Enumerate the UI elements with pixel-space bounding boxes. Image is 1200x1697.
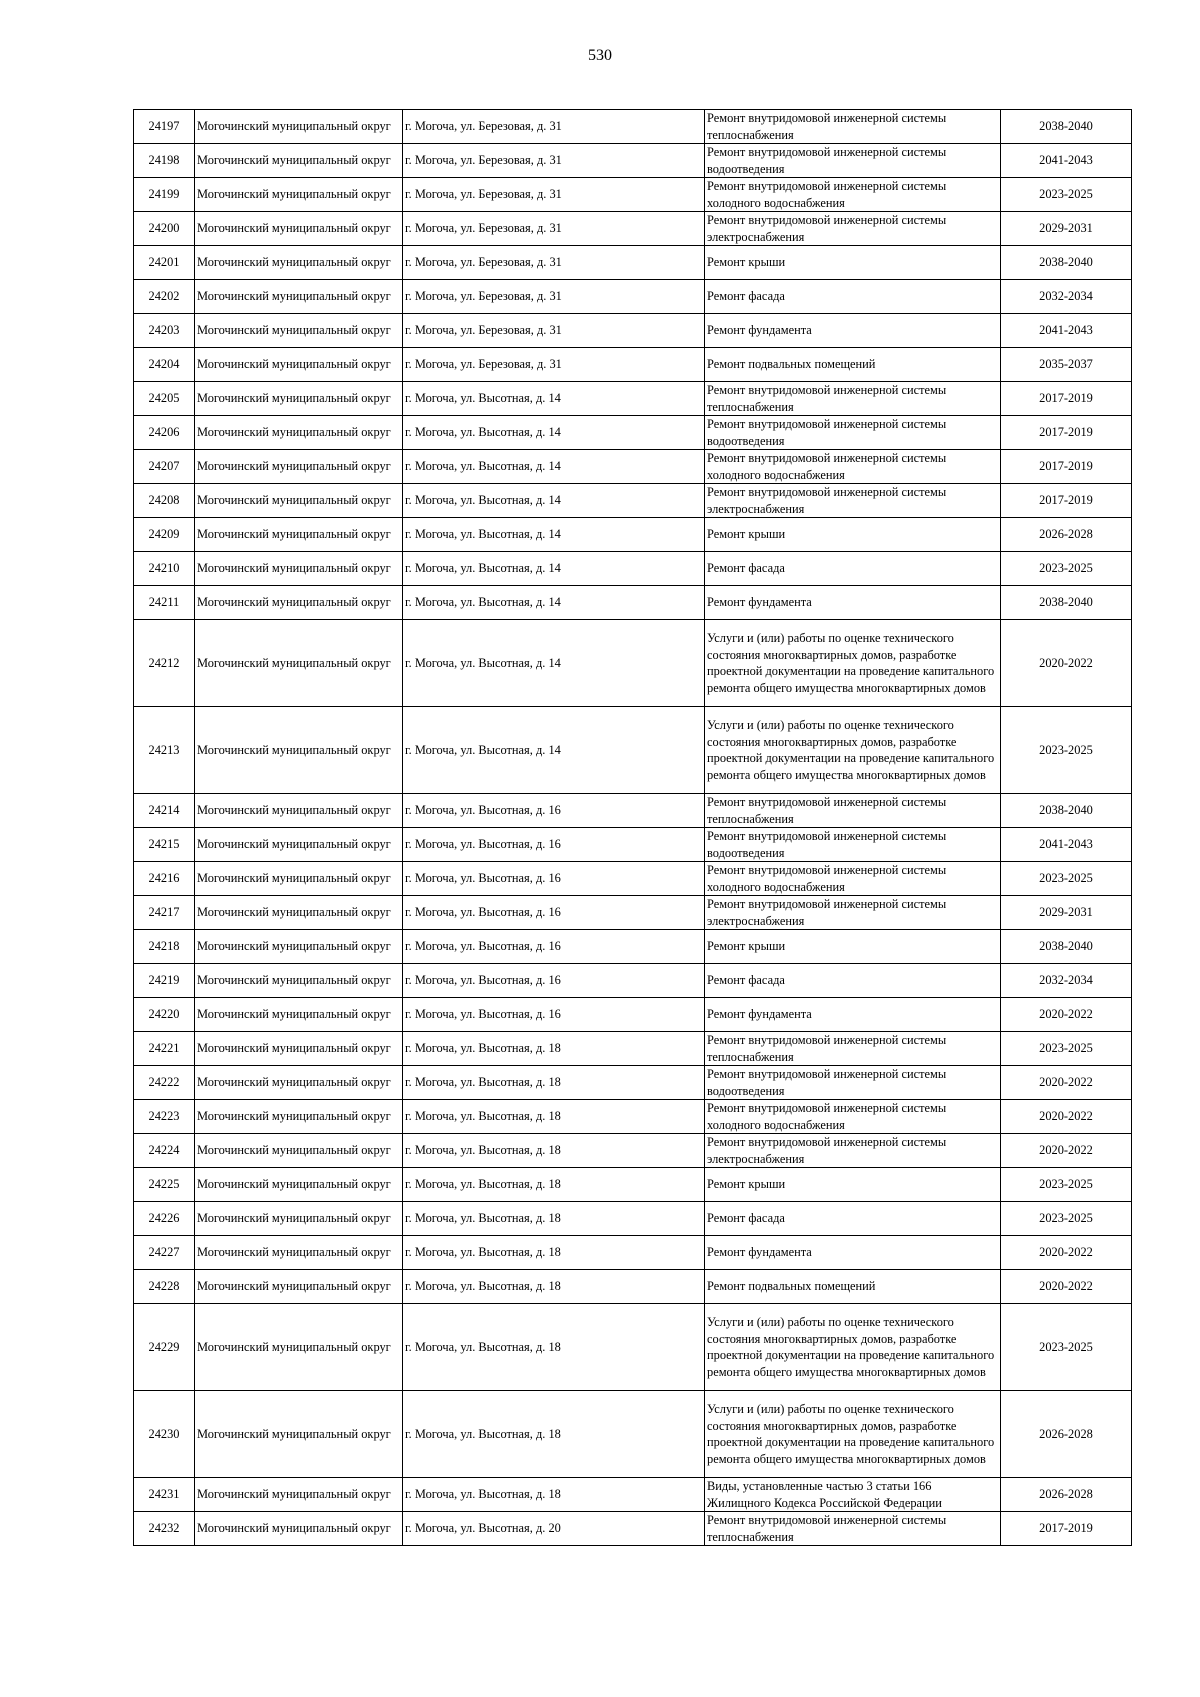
row-number-cell: 24207 xyxy=(134,450,195,484)
table-row xyxy=(134,1236,1132,1270)
address-cell: г. Могоча, ул. Высотная, д. 16 xyxy=(403,828,705,862)
row-number-cell: 24215 xyxy=(134,828,195,862)
work-type-cell: Услуги и (или) работы по оценке технического состояния многоквартирных домов, разработке проектной документации на проведение капитального ремонта общего имущества многоквартирных домов xyxy=(705,1304,1001,1391)
table-row xyxy=(134,212,1132,246)
work-type-cell: Ремонт фасада xyxy=(705,1202,1001,1236)
address-cell: г. Могоча, ул. Высотная, д. 16 xyxy=(403,862,705,896)
address-cell: г. Могоча, ул. Высотная, д. 18 xyxy=(403,1236,705,1270)
address-cell: г. Могоча, ул. Высотная, д. 14 xyxy=(403,416,705,450)
address-cell: г. Могоча, ул. Высотная, д. 18 xyxy=(403,1032,705,1066)
address-cell: г. Могоча, ул. Березовая, д. 31 xyxy=(403,246,705,280)
table-row xyxy=(134,314,1132,348)
work-type-cell: Ремонт внутридомовой инженерной системы теплоснабжения xyxy=(705,382,1001,416)
municipality-cell: Могочинский муниципальный округ xyxy=(195,1236,403,1270)
period-cell: 2017-2019 xyxy=(1001,416,1132,450)
work-type-cell: Ремонт фасада xyxy=(705,552,1001,586)
address-cell: г. Могоча, ул. Высотная, д. 16 xyxy=(403,964,705,998)
municipality-cell: Могочинский муниципальный округ xyxy=(195,110,403,144)
row-number-cell: 24202 xyxy=(134,280,195,314)
work-type-cell: Ремонт фасада xyxy=(705,964,1001,998)
municipality-cell: Могочинский муниципальный округ xyxy=(195,998,403,1032)
address-cell: г. Могоча, ул. Березовая, д. 31 xyxy=(403,110,705,144)
address-cell: г. Могоча, ул. Высотная, д. 18 xyxy=(403,1134,705,1168)
period-cell: 2023-2025 xyxy=(1001,707,1132,794)
period-cell: 2032-2034 xyxy=(1001,964,1132,998)
table-row xyxy=(134,1100,1132,1134)
row-number-cell: 24214 xyxy=(134,794,195,828)
period-cell: 2023-2025 xyxy=(1001,1168,1132,1202)
work-type-cell: Ремонт внутридомовой инженерной системы теплоснабжения xyxy=(705,794,1001,828)
work-type-cell: Ремонт внутридомовой инженерной системы электроснабжения xyxy=(705,212,1001,246)
address-cell: г. Могоча, ул. Березовая, д. 31 xyxy=(403,348,705,382)
municipality-cell: Могочинский муниципальный округ xyxy=(195,1202,403,1236)
period-cell: 2026-2028 xyxy=(1001,1478,1132,1512)
period-cell: 2029-2031 xyxy=(1001,212,1132,246)
address-cell: г. Могоча, ул. Высотная, д. 16 xyxy=(403,930,705,964)
table-row xyxy=(134,518,1132,552)
address-cell: г. Могоча, ул. Высотная, д. 18 xyxy=(403,1304,705,1391)
municipality-cell: Могочинский муниципальный округ xyxy=(195,348,403,382)
work-type-cell: Ремонт внутридомовой инженерной системы электроснабжения xyxy=(705,484,1001,518)
period-cell: 2023-2025 xyxy=(1001,1202,1132,1236)
address-cell: г. Могоча, ул. Березовая, д. 31 xyxy=(403,280,705,314)
period-cell: 2023-2025 xyxy=(1001,862,1132,896)
period-cell: 2017-2019 xyxy=(1001,450,1132,484)
page-number: 530 xyxy=(588,47,612,64)
table-row xyxy=(134,862,1132,896)
address-cell: г. Могоча, ул. Березовая, д. 31 xyxy=(403,314,705,348)
table-row xyxy=(134,246,1132,280)
work-type-cell: Ремонт внутридомовой инженерной системы водоотведения xyxy=(705,144,1001,178)
period-cell: 2038-2040 xyxy=(1001,246,1132,280)
table-row xyxy=(134,144,1132,178)
table-row xyxy=(134,1032,1132,1066)
table-row xyxy=(134,450,1132,484)
row-number-cell: 24208 xyxy=(134,484,195,518)
municipality-cell: Могочинский муниципальный округ xyxy=(195,314,403,348)
address-cell: г. Могоча, ул. Высотная, д. 18 xyxy=(403,1202,705,1236)
municipality-cell: Могочинский муниципальный округ xyxy=(195,1512,403,1546)
period-cell: 2038-2040 xyxy=(1001,110,1132,144)
row-number-cell: 24232 xyxy=(134,1512,195,1546)
work-type-cell: Услуги и (или) работы по оценке технического состояния многоквартирных домов, разработке проектной документации на проведение капитального ремонта общего имущества многоквартирных домов xyxy=(705,1391,1001,1478)
period-cell: 2020-2022 xyxy=(1001,620,1132,707)
work-type-cell: Ремонт крыши xyxy=(705,930,1001,964)
period-cell: 2020-2022 xyxy=(1001,998,1132,1032)
table-row xyxy=(134,794,1132,828)
table-row xyxy=(134,1202,1132,1236)
row-number-cell: 24204 xyxy=(134,348,195,382)
municipality-cell: Могочинский муниципальный округ xyxy=(195,1100,403,1134)
municipality-cell: Могочинский муниципальный округ xyxy=(195,828,403,862)
period-cell: 2023-2025 xyxy=(1001,178,1132,212)
work-type-cell: Ремонт внутридомовой инженерной системы холодного водоснабжения xyxy=(705,450,1001,484)
row-number-cell: 24230 xyxy=(134,1391,195,1478)
period-cell: 2026-2028 xyxy=(1001,518,1132,552)
table-row xyxy=(134,382,1132,416)
address-cell: г. Могоча, ул. Березовая, д. 31 xyxy=(403,144,705,178)
work-type-cell: Ремонт крыши xyxy=(705,518,1001,552)
municipality-cell: Могочинский муниципальный округ xyxy=(195,280,403,314)
work-type-cell: Ремонт фундамента xyxy=(705,586,1001,620)
row-number-cell: 24219 xyxy=(134,964,195,998)
municipality-cell: Могочинский муниципальный округ xyxy=(195,707,403,794)
address-cell: г. Могоча, ул. Высотная, д. 18 xyxy=(403,1066,705,1100)
period-cell: 2032-2034 xyxy=(1001,280,1132,314)
row-number-cell: 24227 xyxy=(134,1236,195,1270)
address-cell: г. Могоча, ул. Высотная, д. 14 xyxy=(403,518,705,552)
municipality-cell: Могочинский муниципальный округ xyxy=(195,1168,403,1202)
table-row xyxy=(134,998,1132,1032)
work-type-cell: Ремонт крыши xyxy=(705,246,1001,280)
period-cell: 2038-2040 xyxy=(1001,586,1132,620)
work-type-cell: Услуги и (или) работы по оценке технического состояния многоквартирных домов, разработке проектной документации на проведение капитального ремонта общего имущества многоквартирных домов xyxy=(705,707,1001,794)
work-type-cell: Ремонт внутридомовой инженерной системы теплоснабжения xyxy=(705,1032,1001,1066)
table-row xyxy=(134,1512,1132,1546)
row-number-cell: 24218 xyxy=(134,930,195,964)
table-row xyxy=(134,484,1132,518)
address-cell: г. Могоча, ул. Высотная, д. 14 xyxy=(403,450,705,484)
table-row xyxy=(134,1134,1132,1168)
municipality-cell: Могочинский муниципальный округ xyxy=(195,1270,403,1304)
work-type-cell: Ремонт внутридомовой инженерной системы водоотведения xyxy=(705,1066,1001,1100)
municipality-cell: Могочинский муниципальный округ xyxy=(195,1304,403,1391)
row-number-cell: 24217 xyxy=(134,896,195,930)
table-row xyxy=(134,896,1132,930)
table-row xyxy=(134,178,1132,212)
municipality-cell: Могочинский муниципальный округ xyxy=(195,552,403,586)
period-cell: 2017-2019 xyxy=(1001,484,1132,518)
municipality-cell: Могочинский муниципальный округ xyxy=(195,144,403,178)
row-number-cell: 24213 xyxy=(134,707,195,794)
address-cell: г. Могоча, ул. Высотная, д. 14 xyxy=(403,382,705,416)
table-row xyxy=(134,552,1132,586)
period-cell: 2020-2022 xyxy=(1001,1134,1132,1168)
row-number-cell: 24224 xyxy=(134,1134,195,1168)
address-cell: г. Могоча, ул. Высотная, д. 14 xyxy=(403,707,705,794)
row-number-cell: 24197 xyxy=(134,110,195,144)
row-number-cell: 24209 xyxy=(134,518,195,552)
address-cell: г. Могоча, ул. Высотная, д. 16 xyxy=(403,896,705,930)
municipality-cell: Могочинский муниципальный округ xyxy=(195,212,403,246)
municipality-cell: Могочинский муниципальный округ xyxy=(195,964,403,998)
row-number-cell: 24206 xyxy=(134,416,195,450)
municipality-cell: Могочинский муниципальный округ xyxy=(195,1066,403,1100)
row-number-cell: 24222 xyxy=(134,1066,195,1100)
table-row xyxy=(134,280,1132,314)
period-cell: 2038-2040 xyxy=(1001,930,1132,964)
table-row xyxy=(134,930,1132,964)
address-cell: г. Могоча, ул. Высотная, д. 16 xyxy=(403,998,705,1032)
period-cell: 2020-2022 xyxy=(1001,1236,1132,1270)
table-row xyxy=(134,1270,1132,1304)
work-type-cell: Ремонт внутридомовой инженерной системы теплоснабжения xyxy=(705,110,1001,144)
row-number-cell: 24231 xyxy=(134,1478,195,1512)
address-cell: г. Могоча, ул. Березовая, д. 31 xyxy=(403,178,705,212)
table-row xyxy=(134,828,1132,862)
table-row xyxy=(134,416,1132,450)
row-number-cell: 24221 xyxy=(134,1032,195,1066)
municipality-cell: Могочинский муниципальный округ xyxy=(195,484,403,518)
address-cell: г. Могоча, ул. Высотная, д. 18 xyxy=(403,1168,705,1202)
municipality-cell: Могочинский муниципальный округ xyxy=(195,518,403,552)
address-cell: г. Могоча, ул. Высотная, д. 18 xyxy=(403,1270,705,1304)
period-cell: 2017-2019 xyxy=(1001,382,1132,416)
work-type-cell: Ремонт фасада xyxy=(705,280,1001,314)
table-row xyxy=(134,1391,1132,1478)
municipality-cell: Могочинский муниципальный округ xyxy=(195,246,403,280)
work-type-cell: Ремонт внутридомовой инженерной системы холодного водоснабжения xyxy=(705,178,1001,212)
row-number-cell: 24220 xyxy=(134,998,195,1032)
period-cell: 2035-2037 xyxy=(1001,348,1132,382)
row-number-cell: 24229 xyxy=(134,1304,195,1391)
work-type-cell: Ремонт внутридомовой инженерной системы холодного водоснабжения xyxy=(705,1100,1001,1134)
work-type-cell: Виды, установленные частью 3 статьи 166 Жилищного Кодекса Российской Федерации xyxy=(705,1478,1001,1512)
period-cell: 2041-2043 xyxy=(1001,828,1132,862)
period-cell: 2026-2028 xyxy=(1001,1391,1132,1478)
table-row xyxy=(134,586,1132,620)
row-number-cell: 24201 xyxy=(134,246,195,280)
address-cell: г. Могоча, ул. Высотная, д. 14 xyxy=(403,586,705,620)
address-cell: г. Могоча, ул. Высотная, д. 14 xyxy=(403,484,705,518)
work-type-cell: Ремонт внутридомовой инженерной системы теплоснабжения xyxy=(705,1512,1001,1546)
row-number-cell: 24203 xyxy=(134,314,195,348)
municipality-cell: Могочинский муниципальный округ xyxy=(195,930,403,964)
work-type-cell: Ремонт внутридомовой инженерной системы водоотведения xyxy=(705,828,1001,862)
address-cell: г. Могоча, ул. Высотная, д. 18 xyxy=(403,1100,705,1134)
row-number-cell: 24200 xyxy=(134,212,195,246)
address-cell: г. Могоча, ул. Высотная, д. 20 xyxy=(403,1512,705,1546)
table-row xyxy=(134,1066,1132,1100)
row-number-cell: 24199 xyxy=(134,178,195,212)
period-cell: 2041-2043 xyxy=(1001,144,1132,178)
municipality-cell: Могочинский муниципальный округ xyxy=(195,450,403,484)
work-type-cell: Ремонт внутридомовой инженерной системы электроснабжения xyxy=(705,1134,1001,1168)
address-cell: г. Могоча, ул. Высотная, д. 16 xyxy=(403,794,705,828)
address-cell: г. Могоча, ул. Высотная, д. 18 xyxy=(403,1391,705,1478)
table-row xyxy=(134,964,1132,998)
work-type-cell: Ремонт фундамента xyxy=(705,998,1001,1032)
municipality-cell: Могочинский муниципальный округ xyxy=(195,1134,403,1168)
municipality-cell: Могочинский муниципальный округ xyxy=(195,1391,403,1478)
table-row xyxy=(134,1478,1132,1512)
table-body xyxy=(134,110,1132,1546)
work-type-cell: Ремонт внутридомовой инженерной системы водоотведения xyxy=(705,416,1001,450)
municipality-cell: Могочинский муниципальный округ xyxy=(195,178,403,212)
work-type-cell: Ремонт крыши xyxy=(705,1168,1001,1202)
row-number-cell: 24211 xyxy=(134,586,195,620)
period-cell: 2020-2022 xyxy=(1001,1100,1132,1134)
table-row xyxy=(134,348,1132,382)
work-type-cell: Ремонт подвальных помещений xyxy=(705,1270,1001,1304)
table-row xyxy=(134,1304,1132,1391)
address-cell: г. Могоча, ул. Высотная, д. 18 xyxy=(403,1478,705,1512)
municipality-cell: Могочинский муниципальный округ xyxy=(195,896,403,930)
period-cell: 2041-2043 xyxy=(1001,314,1132,348)
table-row xyxy=(134,707,1132,794)
table-row xyxy=(134,620,1132,707)
municipality-cell: Могочинский муниципальный округ xyxy=(195,620,403,707)
municipality-cell: Могочинский муниципальный округ xyxy=(195,862,403,896)
period-cell: 2023-2025 xyxy=(1001,552,1132,586)
row-number-cell: 24210 xyxy=(134,552,195,586)
period-cell: 2029-2031 xyxy=(1001,896,1132,930)
municipality-cell: Могочинский муниципальный округ xyxy=(195,382,403,416)
address-cell: г. Могоча, ул. Высотная, д. 14 xyxy=(403,620,705,707)
address-cell: г. Могоча, ул. Березовая, д. 31 xyxy=(403,212,705,246)
work-type-cell: Ремонт фундамента xyxy=(705,1236,1001,1270)
work-type-cell: Услуги и (или) работы по оценке технического состояния многоквартирных домов, разработке проектной документации на проведение капитального ремонта общего имущества многоквартирных домов xyxy=(705,620,1001,707)
row-number-cell: 24223 xyxy=(134,1100,195,1134)
work-type-cell: Ремонт внутридомовой инженерной системы электроснабжения xyxy=(705,896,1001,930)
period-cell: 2020-2022 xyxy=(1001,1066,1132,1100)
period-cell: 2023-2025 xyxy=(1001,1032,1132,1066)
municipality-cell: Могочинский муниципальный округ xyxy=(195,1478,403,1512)
row-number-cell: 24216 xyxy=(134,862,195,896)
municipality-cell: Могочинский муниципальный округ xyxy=(195,794,403,828)
row-number-cell: 24228 xyxy=(134,1270,195,1304)
row-number-cell: 24226 xyxy=(134,1202,195,1236)
row-number-cell: 24212 xyxy=(134,620,195,707)
municipality-cell: Могочинский муниципальный округ xyxy=(195,416,403,450)
period-cell: 2020-2022 xyxy=(1001,1270,1132,1304)
capital-repair-table xyxy=(133,109,1132,1546)
period-cell: 2023-2025 xyxy=(1001,1304,1132,1391)
work-type-cell: Ремонт внутридомовой инженерной системы холодного водоснабжения xyxy=(705,862,1001,896)
table-row xyxy=(134,1168,1132,1202)
address-cell: г. Могоча, ул. Высотная, д. 14 xyxy=(403,552,705,586)
municipality-cell: Могочинский муниципальный округ xyxy=(195,1032,403,1066)
work-type-cell: Ремонт фундамента xyxy=(705,314,1001,348)
row-number-cell: 24225 xyxy=(134,1168,195,1202)
municipality-cell: Могочинский муниципальный округ xyxy=(195,586,403,620)
row-number-cell: 24205 xyxy=(134,382,195,416)
row-number-cell: 24198 xyxy=(134,144,195,178)
period-cell: 2038-2040 xyxy=(1001,794,1132,828)
work-type-cell: Ремонт подвальных помещений xyxy=(705,348,1001,382)
table-row xyxy=(134,110,1132,144)
period-cell: 2017-2019 xyxy=(1001,1512,1132,1546)
